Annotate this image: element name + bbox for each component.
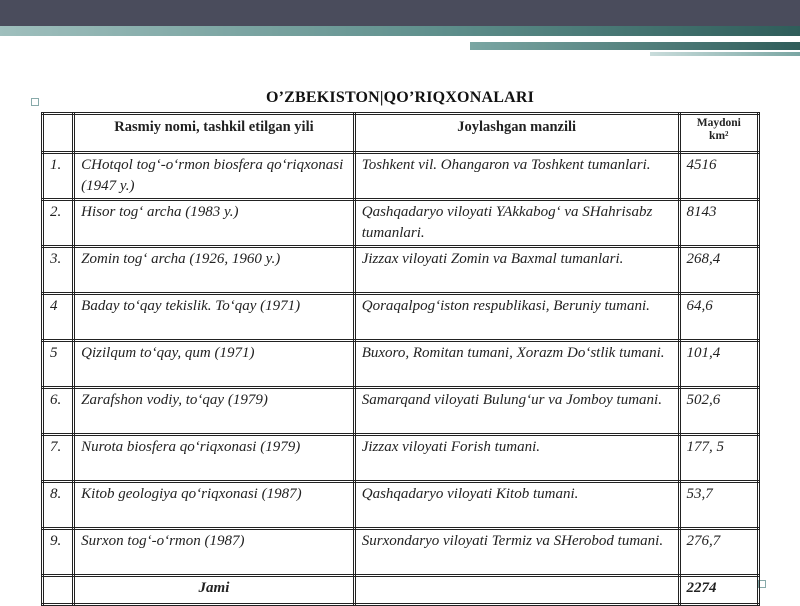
table-total-row bbox=[43, 576, 759, 605]
row-area: 177, 5 bbox=[679, 435, 758, 482]
row-number: 1. bbox=[43, 153, 74, 200]
selection-handle-top-left[interactable] bbox=[31, 98, 39, 106]
row-number: 7. bbox=[43, 435, 74, 482]
row-location: Toshkent vil. Ohangaron va Toshkent tumanlari. bbox=[354, 153, 679, 200]
row-name: Baday to‘qay tekislik. To‘qay (1971) bbox=[74, 294, 355, 341]
header-area-unit: km² bbox=[709, 130, 729, 142]
row-location: Qashqadaryo viloyati Kitob tumani. bbox=[354, 482, 679, 529]
table-row bbox=[43, 294, 759, 341]
row-area: 502,6 bbox=[679, 388, 758, 435]
table-row bbox=[43, 435, 759, 482]
header-dark-bar bbox=[0, 0, 800, 26]
row-name: Surxon tog‘-o‘rmon (1987) bbox=[74, 529, 355, 576]
header-teal-bar bbox=[0, 26, 800, 36]
header-location: Joylashgan manzili bbox=[354, 114, 679, 153]
table-row bbox=[43, 200, 759, 247]
page-title: O’ZBEKISTON|QO’RIQXONALARI bbox=[265, 89, 535, 106]
row-area: 64,6 bbox=[679, 294, 758, 341]
reserves-table bbox=[41, 112, 760, 606]
row-area: 53,7 bbox=[679, 482, 758, 529]
row-area: 101,4 bbox=[679, 341, 758, 388]
total-location bbox=[354, 576, 679, 605]
header-accent-bar bbox=[470, 42, 800, 50]
total-area: 2274 bbox=[679, 576, 758, 605]
table-header-row bbox=[43, 114, 759, 153]
total-label: Jami bbox=[74, 576, 355, 605]
row-location: Surxondaryo viloyati Termiz va SHerobod tumani. bbox=[354, 529, 679, 576]
table-row bbox=[43, 153, 759, 200]
row-area: 8143 bbox=[679, 200, 758, 247]
row-number: 4 bbox=[43, 294, 74, 341]
row-number: 9. bbox=[43, 529, 74, 576]
row-location: Jizzax viloyati Forish tumani. bbox=[354, 435, 679, 482]
row-name: Kitob geologiya qo‘riqxonasi (1987) bbox=[74, 482, 355, 529]
table-row bbox=[43, 341, 759, 388]
table-row bbox=[43, 247, 759, 294]
row-location: Jizzax viloyati Zomin va Baxmal tumanlari. bbox=[354, 247, 679, 294]
row-location: Qoraqalpog‘iston respublikasi, Beruniy tumani. bbox=[354, 294, 679, 341]
table-row bbox=[43, 482, 759, 529]
row-number: 2. bbox=[43, 200, 74, 247]
row-number: 3. bbox=[43, 247, 74, 294]
row-area: 268,4 bbox=[679, 247, 758, 294]
row-name: CHotqol tog‘-o‘rmon biosfera qo‘riqxonasi (1947 y.) bbox=[74, 153, 355, 200]
row-number: 5 bbox=[43, 341, 74, 388]
row-name: Nurota biosfera qo‘riqxonasi (1979) bbox=[74, 435, 355, 482]
row-area: 4516 bbox=[679, 153, 758, 200]
row-name: Hisor tog‘ archa (1983 y.) bbox=[74, 200, 355, 247]
row-name: Qizilqum to‘qay, qum (1971) bbox=[74, 341, 355, 388]
row-area: 276,7 bbox=[679, 529, 758, 576]
row-number: 6. bbox=[43, 388, 74, 435]
header-accent-bar-thin bbox=[650, 52, 800, 56]
row-location: Samarqand viloyati Bulung‘ur va Jomboy tumani. bbox=[354, 388, 679, 435]
row-name: Zarafshon vodiy, to‘qay (1979) bbox=[74, 388, 355, 435]
row-location: Buxoro, Romitan tumani, Xorazm Do‘stlik tumani. bbox=[354, 341, 679, 388]
total-number-cell bbox=[43, 576, 74, 605]
header-number bbox=[43, 114, 74, 153]
row-location: Qashqadaryo viloyati YAkkabog‘ va SHahrisabz tumanlari. bbox=[354, 200, 679, 247]
row-number: 8. bbox=[43, 482, 74, 529]
table-row bbox=[43, 529, 759, 576]
header-area bbox=[679, 114, 758, 153]
header-area-label: Maydoni bbox=[696, 117, 741, 129]
header-name: Rasmiy nomi, tashkil etilgan yili bbox=[74, 114, 355, 153]
row-name: Zomin tog‘ archa (1926, 1960 y.) bbox=[74, 247, 355, 294]
table-row bbox=[43, 388, 759, 435]
